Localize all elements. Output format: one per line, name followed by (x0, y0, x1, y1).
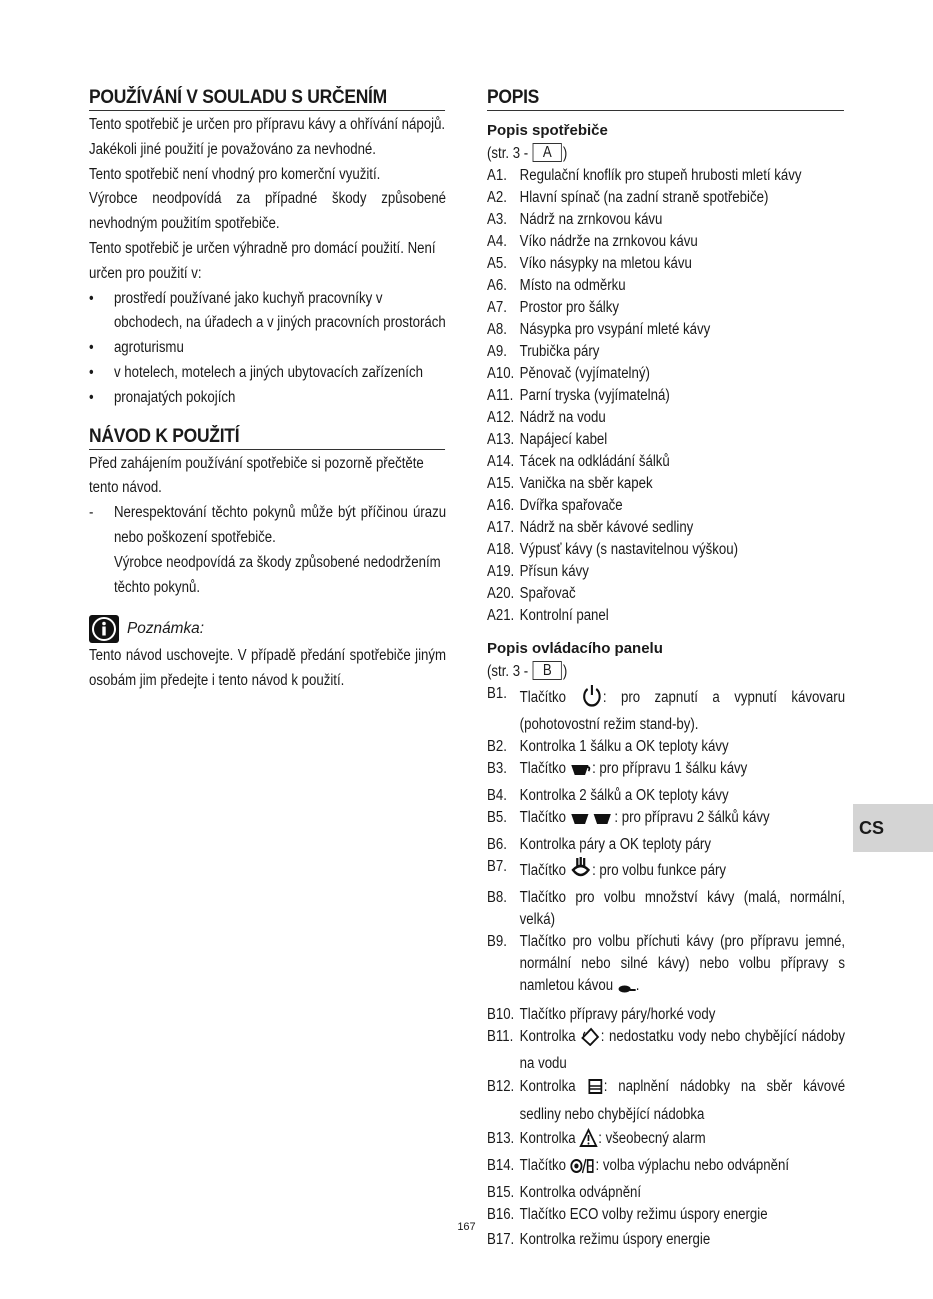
section-title-description: POPIS (487, 86, 844, 111)
parts-list (487, 165, 845, 627)
figure-ref-box: B (533, 661, 562, 680)
list-item: A9. Trubička páry (487, 343, 600, 360)
list-item: B12. Kontrolka : naplnění nádobky na sběr kávové sedliny nebo chybějící nádobka (487, 1078, 846, 1123)
figure-ref-box: A (533, 143, 562, 162)
list-item: A8. Násypka pro vsypání mleté kávy (487, 321, 711, 338)
list-item: • pronajatých pokojích (89, 386, 446, 411)
steam-icon (570, 856, 592, 887)
list-item: B6. Kontrolka páry a OK teploty páry (487, 836, 711, 853)
list-item: B14. Tlačítko : volba výplachu nebo odvápnění (487, 1155, 845, 1182)
dash-mark: - (89, 504, 94, 522)
right-column (487, 86, 845, 1251)
list-item: A20. Spařovač (487, 585, 576, 602)
list-item: - Nerespektování těchto pokynů může být příčinou úrazu nebo poškození spotřebiče. (89, 501, 446, 551)
list-item: A11. Parní tryska (vyjímatelná) (487, 387, 670, 404)
list-item: A19. Přísun kávy (487, 563, 589, 580)
figure-reference: (str. 3 - A ) (487, 144, 568, 162)
dash-list (89, 501, 446, 600)
list-item: A21. Kontrolní panel (487, 607, 609, 624)
list-item: A5. Víko násypky na mletou kávu (487, 255, 692, 272)
list-item: A14. Tácek na odkládání šálků (487, 453, 670, 470)
list-item: A1. Regulační knoflík pro stupeň hrubosti mletí kávy (487, 167, 802, 184)
left-column (89, 86, 446, 694)
one-cup-icon (570, 762, 592, 785)
bullet-mark: • (89, 363, 94, 381)
list-item: B2. Kontrolka 1 šálku a OK teploty kávy (487, 738, 729, 755)
paragraph: Výrobce neodpovídá za případné škody způsobené nevhodným použitím spotřebiče. (89, 190, 447, 233)
bullet-list (89, 287, 446, 411)
list-item: A18. Výpusť kávy (s nastavitelnou výškou) (487, 541, 738, 558)
bullet-mark: • (89, 289, 94, 307)
two-cups-icon (570, 811, 615, 834)
paragraph: Jakékoli jiné použití je považováno za nevhodné. (89, 140, 376, 158)
list-item: B13. Kontrolka : všeobecný alarm (487, 1128, 845, 1155)
list-item: A3. Nádrž na zrnkovou kávu (487, 211, 663, 228)
controls-list (487, 683, 845, 1251)
figure-reference: (str. 3 - B ) (487, 662, 568, 680)
language-tab: CS (853, 804, 933, 852)
list-item: Výrobce neodpovídá za škody způsobené nedodržením těchto pokynů. (113, 553, 441, 596)
list-item: B15. Kontrolka odvápnění (487, 1184, 642, 1201)
list-item: A2. Hlavní spínač (na zadní straně spotřebiče) (487, 189, 769, 206)
list-item: A7. Prostor pro šálky (487, 299, 619, 316)
bullet-mark: • (89, 339, 94, 357)
list-item: • prostředí používané jako kuchyň pracovníky v obchodech, na úřadech a v jiných pracovních prostorách (89, 287, 446, 337)
section-title-instructions: NÁVOD K POUŽITÍ (89, 425, 445, 450)
water-tank-icon (580, 1026, 601, 1053)
note-label: Poznámka: (127, 620, 204, 638)
list-item: A13. Napájecí kabel (487, 431, 608, 448)
subheading-appliance: Popis spotřebiče (487, 122, 608, 139)
rinse-descale-icon (570, 1157, 596, 1182)
paragraph: Tento spotřebič není vhodný pro komerční využití. (89, 165, 381, 183)
bullet-mark: • (89, 388, 94, 406)
list-item: B7. Tlačítko : pro volbu funkce páry (487, 856, 845, 887)
list-item: B10. Tlačítko přípravy páry/horké vody (487, 1006, 716, 1023)
info-icon (89, 615, 119, 643)
list-item: B1. Tlačítko : pro zapnutí a vypnutí kávovaru (pohotovostní režim stand-by). (487, 685, 846, 733)
list-item: B16. Tlačítko ECO volby režimu úspory energie (487, 1206, 768, 1223)
section-title-intended-use: POUŽÍVÁNÍ V SOULADU S URČENÍM (89, 86, 445, 111)
list-item: A10. Pěnovač (vyjímatelný) (487, 365, 650, 382)
note-heading (89, 614, 446, 644)
list-item: A16. Dvířka spařovače (487, 497, 623, 514)
list-item: A4. Víko nádrže na zrnkovou kávu (487, 233, 698, 250)
alarm-triangle-icon (579, 1128, 598, 1155)
list-item: A12. Nádrž na vodu (487, 409, 606, 426)
list-item: A6. Místo na odměrku (487, 277, 626, 294)
list-item: B9. Tlačítko pro volbu příchuti kávy (pro přípravu jemné, normální nebo silné kávy) nebo volbu přípravy s namletou kávou . (487, 931, 845, 1002)
list-item: B5. Tlačítko : pro přípravu 2 šálků kávy (487, 807, 845, 834)
ground-coffee-icon (617, 980, 636, 1002)
paragraph: Tento návod uschovejte. V případě předání spotřebiče jiným osobám jim předejte i tento návod k použití. (89, 647, 447, 690)
list-item: B17. Kontrolka režimu úspory energie (487, 1231, 711, 1248)
list-item: • agroturismu (89, 336, 446, 361)
paragraph: Tento spotřebič je určen výhradně pro domácí použití. Není určen pro použití v: (89, 239, 436, 282)
list-item: B4. Kontrolka 2 šálků a OK teploty kávy (487, 787, 729, 804)
list-item: • v hotelech, motelech a jiných ubytovacích zařízeních (89, 361, 446, 386)
list-item: B3. Tlačítko : pro přípravu 1 šálku kávy (487, 758, 845, 785)
list-item: B8. Tlačítko pro volbu množství kávy (malá, normální, velká) (487, 889, 846, 928)
list-item: B11. Kontrolka : nedostatku vody nebo chybějící nádoby na vodu (487, 1028, 846, 1072)
list-item: A17. Nádrž na sběr kávové sedliny (487, 519, 694, 536)
power-icon (580, 683, 602, 714)
paragraph: Před zahájením používání spotřebiče si pozorně přečtěte tento návod. (89, 454, 424, 497)
grounds-container-icon (587, 1076, 604, 1103)
paragraph: Tento spotřebič je určen pro přípravu kávy a ohřívání nápojů. (89, 116, 446, 133)
subheading-control-panel: Popis ovládacího panelu (487, 640, 663, 657)
list-item: A15. Vanička na sběr kapek (487, 475, 653, 492)
page-number: 167 (457, 1221, 476, 1233)
